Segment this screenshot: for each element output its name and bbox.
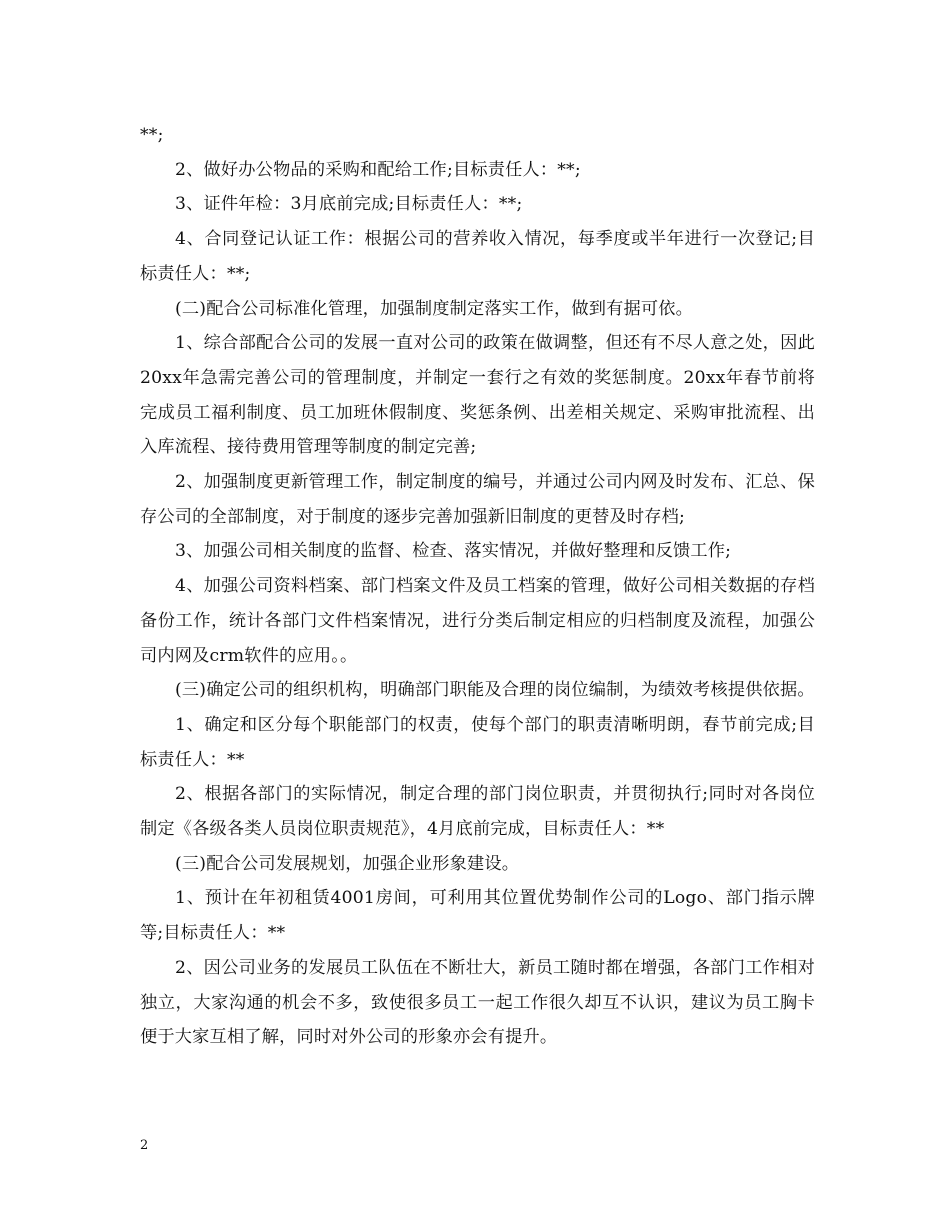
section-heading: (三)配合公司发展规划，加强企业形象建设。 <box>175 853 520 874</box>
paragraph: **; <box>140 125 164 145</box>
section-heading: (三)确定公司的组织机构，明确部门职能及合理的岗位编制，为绩效考核提供依据。 <box>175 680 815 701</box>
paragraph: 2、根据各部门的实际情况，制定合理的部门岗位职责，并贯彻执行;同时对各岗位制定《各级各类人员岗位职责规范》，4月底前完成，目标责任人：** <box>140 784 815 840</box>
paragraph: 3、加强公司相关制度的监督、检查、落实情况，并做好整理和反馈工作; <box>175 541 732 562</box>
paragraph: 2、做好办公物品的采购和配给工作;目标责任人：**; <box>175 159 581 180</box>
paragraph: 1、预计在年初租赁4001房间，可利用其位置优势制作公司的Logo、部门指示牌等;目标责任人：** <box>140 888 815 944</box>
paragraph: 4、合同登记认证工作：根据公司的营养收入情况，每季度或半年进行一次登记;目标责任人：**; <box>140 229 815 284</box>
section-heading: (二)配合公司标准化管理，加强制度制定落实工作，做到有据可依。 <box>175 298 694 319</box>
paragraph: 1、确定和区分每个职能部门的权责，使每个部门的职责清晰明朗，春节前完成;目标责任人：** <box>140 714 815 770</box>
paragraph: 3、证件年检：3月底前完成;目标责任人：**; <box>175 194 523 215</box>
paragraph: 2、因公司业务的发展员工队伍在不断壮大，新员工随时都在增强，各部门工作相对独立，大家沟通的机会不多，致使很多员工一起工作很久却互不认识，建议为员工胸卡便于大家互相了解，同时对外公司的形象亦会有提升。 <box>140 957 815 1048</box>
paragraph: 4、加强公司资料档案、部门档案文件及员工档案的管理，做好公司相关数据的存档备份工作，统计各部门文件档案情况，进行分类后制定相应的归档制度及流程，加强公司内网及crm软件的应用。。 <box>140 576 815 666</box>
paragraph: 1、综合部配合公司的发展一直对公司的政策在做调整，但还有不尽人意之处，因此20xx年急需完善公司的管理制度，并制定一套行之有效的奖惩制度。20xx年春节前将完成员工福利制度、员工加班休假制度、奖惩条例、出差相关规定、采购审批流程、出入库流程、接待费用管理等制度的制定完善; <box>140 333 815 458</box>
paragraph: 2、加强制度更新管理工作，制定制度的编号，并通过公司内网及时发布、汇总、保存公司的全部制度，对于制度的逐步完善加强新旧制度的更替及时存档; <box>140 472 815 527</box>
page-number: 2 <box>140 1138 149 1153</box>
document-body <box>140 118 815 1055</box>
